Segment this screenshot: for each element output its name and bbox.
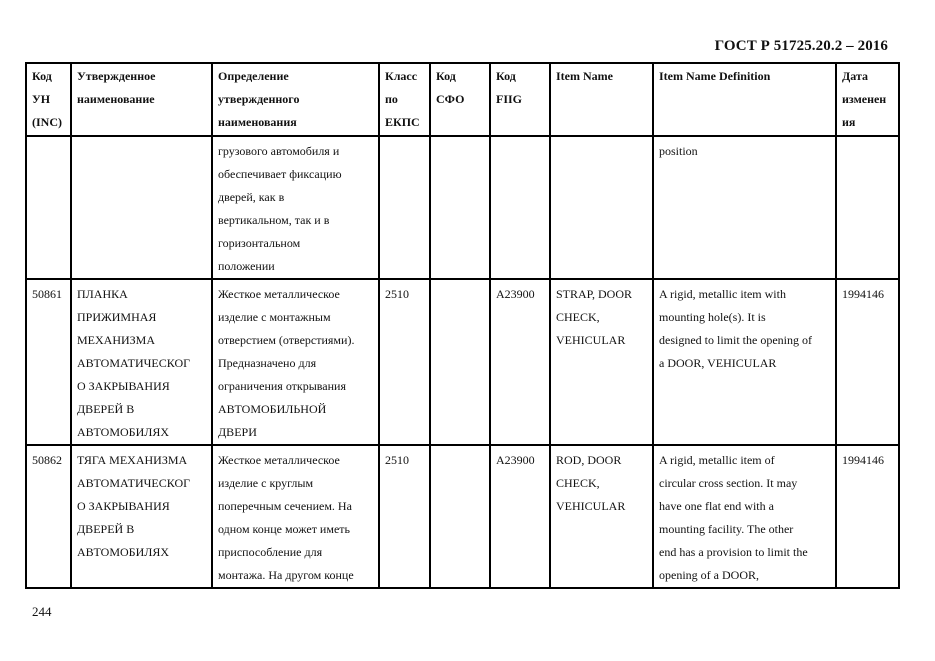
cell-change-date: 1994146 [836,279,899,445]
cell-change-date: 1994146 [836,445,899,588]
cell-item-definition: A rigid, metallic item of circular cross section. It may have one flat end with a mounting facility. The other end has a provision to limit the opening of a DOOR, [653,445,836,588]
cell-sfo [430,136,490,279]
col-header-approved-name: Утвержденное наименование [71,63,212,136]
cell-definition: грузового автомобиля и обеспечивает фиксацию дверей, как в вертикальном, так и в горизонтальном положении [212,136,379,279]
cell-item-name: ROD, DOOR CHECK, VEHICULAR [550,445,653,588]
cell-fiig: A23900 [490,279,550,445]
cell-inc [26,136,71,279]
col-header-change-date: Дата изменен ия [836,63,899,136]
table-row [26,136,899,279]
page-number: 244 [32,604,52,619]
col-header-sfo: Код СФО [430,63,490,136]
cell-approved-name: ТЯГА МЕХАНИЗМА АВТОМАТИЧЕСКОГ О ЗАКРЫВАНИЯ ДВЕРЕЙ В АВТОМОБИЛЯХ [71,445,212,588]
standard-designation: ГОСТ Р 51725.20.2 – 2016 [714,38,888,54]
cell-change-date [836,136,899,279]
table-row [26,279,899,445]
item-names-table [25,62,900,589]
col-header-definition: Определение утвержденного наименования [212,63,379,136]
cell-sfo [430,279,490,445]
cell-definition: Жесткое металлическое изделие с монтажным отверстием (отверстиями). Предназначено для ограничения открывания АВТОМОБИЛЬНОЙ ДВЕРИ [212,279,379,445]
cell-inc: 50861 [26,279,71,445]
cell-definition: Жесткое металлическое изделие с круглым поперечным сечением. На одном конце может иметь приспособление для монтажа. На другом конце [212,445,379,588]
cell-inc: 50862 [26,445,71,588]
cell-class: 2510 [379,279,430,445]
cell-item-name [550,136,653,279]
cell-item-name: STRAP, DOOR CHECK, VEHICULAR [550,279,653,445]
col-header-class: Класс по ЕКПС [379,63,430,136]
cell-approved-name [71,136,212,279]
col-header-fiig: Код FIIG [490,63,550,136]
col-header-inc: Код УН (INC) [26,63,71,136]
cell-fiig: A23900 [490,445,550,588]
cell-item-definition: A rigid, metallic item with mounting hole(s). It is designed to limit the opening of a DOOR, VEHICULAR [653,279,836,445]
cell-item-definition: position [653,136,836,279]
table-header-row [26,63,899,136]
cell-sfo [430,445,490,588]
col-header-item-definition: Item Name Definition [653,63,836,136]
table-row [26,445,899,588]
cell-class [379,136,430,279]
cell-class: 2510 [379,445,430,588]
cell-approved-name: ПЛАНКА ПРИЖИМНАЯ МЕХАНИЗМА АВТОМАТИЧЕСКОГ О ЗАКРЫВАНИЯ ДВЕРЕЙ В АВТОМОБИЛЯХ [71,279,212,445]
col-header-item-name: Item Name [550,63,653,136]
cell-fiig [490,136,550,279]
